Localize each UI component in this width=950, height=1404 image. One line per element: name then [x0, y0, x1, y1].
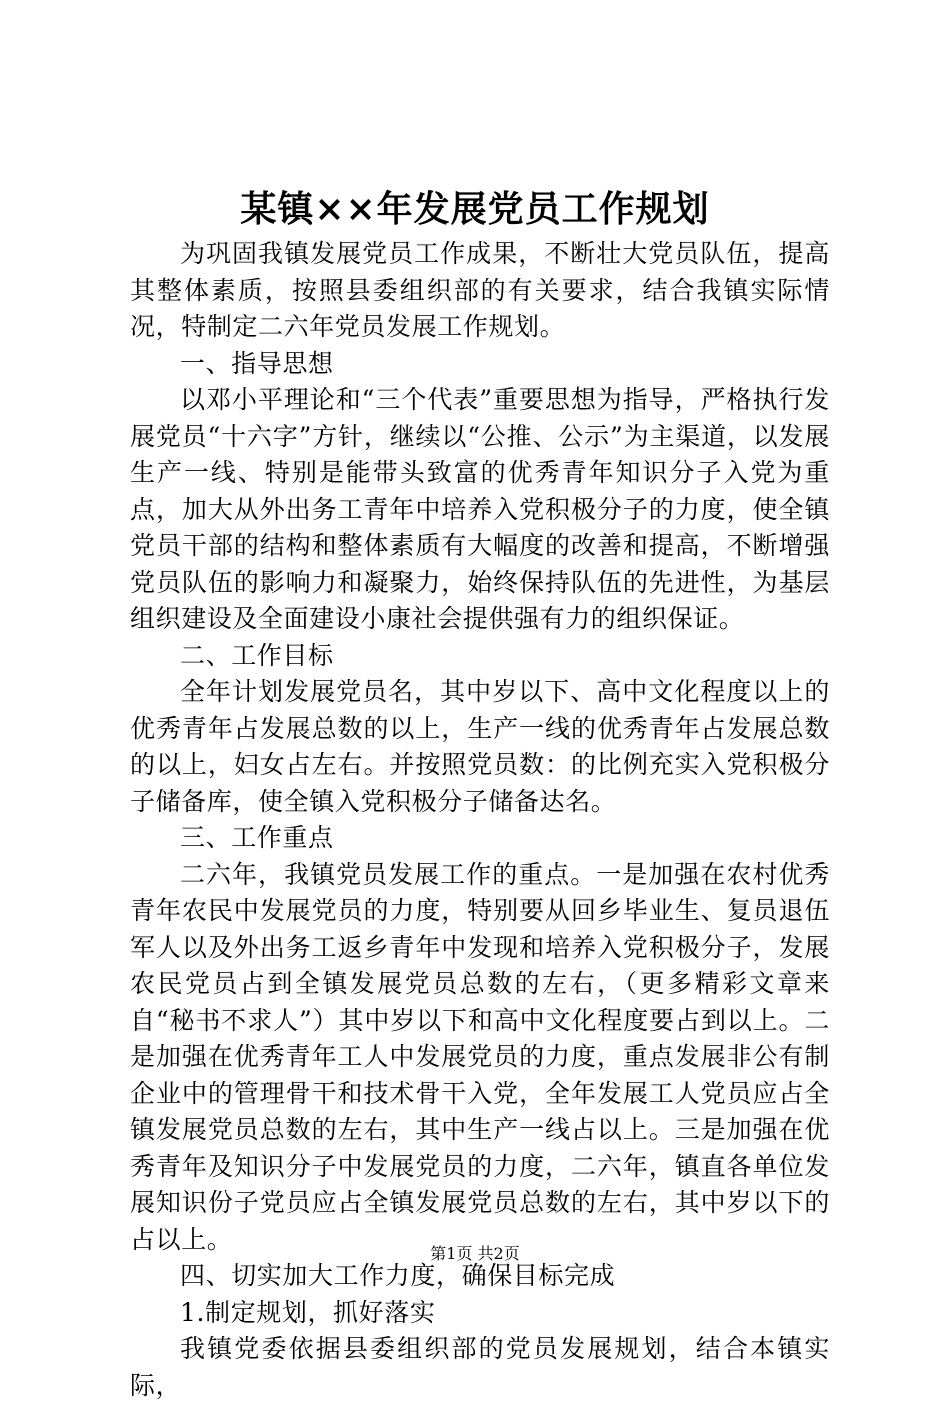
- paragraph-work-goals: 全年计划发展党员名，其中岁以下、高中文化程度以上的优秀青年占发展总数的以上，生产一线的优秀青年占发展总数的以上，妇女占左右。并按照党员数：的比例充实入党积极分子储备库，使全镇入党积极分子储备达名。: [130, 677, 830, 816]
- paragraph-guiding-ideology: 以邓小平理论和“三个代表”重要思想为指导，严格执行发展党员“十六字”方针，继续以“公推、公示”为主渠道，以发展生产一线、特别是能带头致富的优秀青年知识分子入党为重点，加大从外出务工青年中培养入党积极分子的力度，使全镇党员干部的结构和整体素质有大幅度的改善和提高，不断增强党员队伍的影响力和凝聚力，始终保持队伍的先进性，为基层组织建设及全面建设小康社会提供强有力的组织保证。: [130, 385, 830, 633]
- section-heading-efforts: 四、切实加大工作力度，确保目标完成: [180, 1261, 616, 1290]
- paragraph-plan: 我镇党委依据县委组织部的党员发展规划，结合本镇实际，: [130, 1334, 830, 1400]
- page-number: 第1页 共2页: [430, 1244, 520, 1263]
- paragraph-intro: 为巩固我镇发展党员工作成果，不断壮大党员队伍，提高其整体素质，按照县委组织部的有关要求，结合我镇实际情况，特制定二六年党员发展工作规划。: [130, 239, 830, 341]
- document-title: 某镇××年发展党员工作规划: [240, 188, 710, 230]
- paragraph-work-focus: 二六年，我镇党员发展工作的重点。一是加强在农村优秀青年农民中发展党员的力度，特别要从回乡毕业生、复员退伍军人以及外出务工返乡青年中发现和培养入党积极分子，发展农民党员占到全镇发展党员总数的左右，（更多精彩文章来自“秘书不求人”）其中岁以下和高中文化程度要占到以上。二是加强在优秀青年工人中发展党员的力度，重点发展非公有制企业中的管理骨干和技术骨干入党，全年发展工人党员应占全镇发展党员总数的左右，其中生产一线占以上。三是加强在优秀青年及知识分子中发展党员的力度，二六年，镇直各单位发展知识份子党员应占全镇发展党员总数的左右，其中岁以下的占以上。: [130, 859, 830, 1254]
- section-heading-guiding-ideology: 一、指导思想: [180, 348, 334, 378]
- subheading-plan: 1.制定规划，抓好落实: [180, 1297, 436, 1327]
- section-heading-work-goals: 二、工作目标: [180, 640, 334, 670]
- document-body: [130, 236, 830, 1404]
- section-heading-work-focus: 三、工作重点: [180, 823, 334, 852]
